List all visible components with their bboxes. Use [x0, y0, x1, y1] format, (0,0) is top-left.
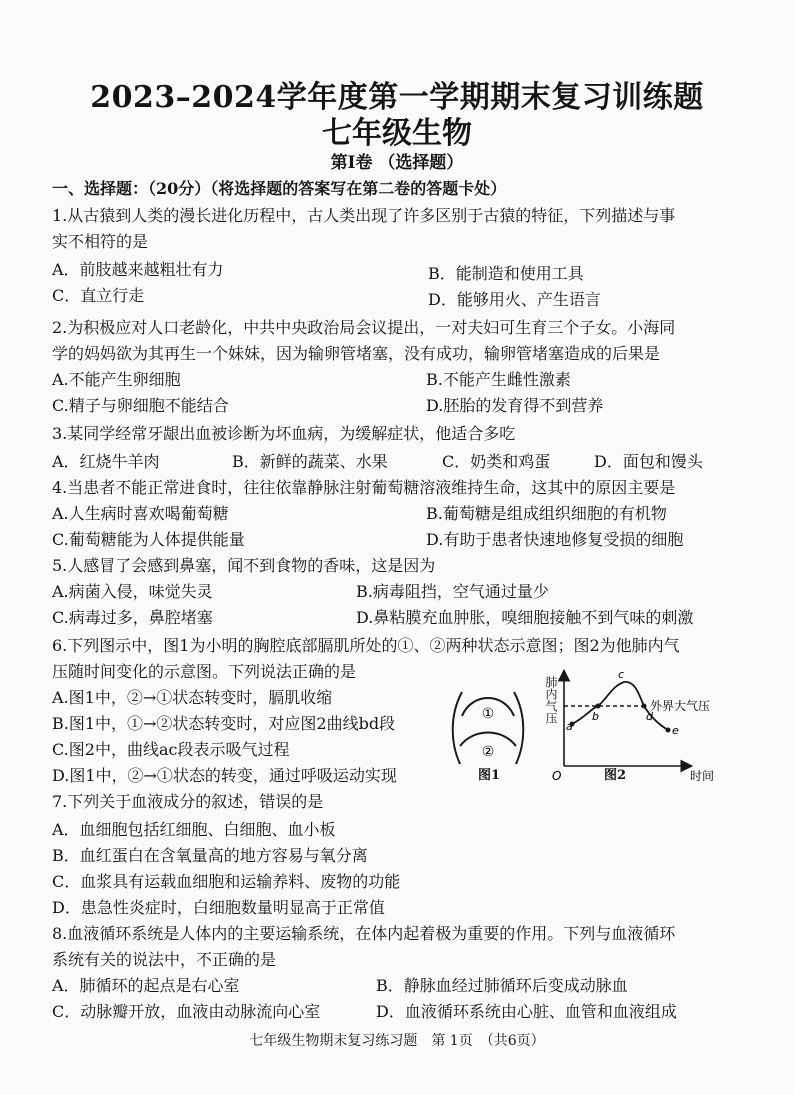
page-footer: 七年级生物期末复习练习题 第 1页 （共6页）	[249, 1033, 545, 1049]
q8-option-a: A．肺循环的起点是右心室	[52, 976, 240, 995]
q7-option-a: A．血细胞包括红细胞、白细胞、血小板	[52, 820, 336, 839]
q4-option-b: B.葡萄糖是组成组织细胞的有机物	[426, 504, 667, 523]
point-b-label: b	[592, 710, 599, 723]
rib-left-line	[453, 692, 462, 764]
q1-stem-line1: 1.从古猿到人类的漫长进化历程中，古人类出现了许多区别于古猿的特征，下列描述与事	[52, 206, 676, 225]
q7-option-b: B．血红蛋白在含氧量高的地方容易与氧分离	[52, 846, 368, 865]
point-c-label: c	[618, 668, 625, 681]
rib-right-line	[514, 692, 523, 764]
q1-option-c: C．直立行走	[52, 286, 145, 305]
q6-option-a: A.图1中，②→①状态转变时，膈肌收缩	[52, 688, 333, 707]
q3-stem-line1: 3.某同学经常牙龈出血被诊断为坏血病，为缓解症状，他适合多吃	[52, 424, 516, 443]
q2-option-d: D.胚胎的发育得不到营养	[426, 396, 604, 415]
state-2-label: ②	[481, 744, 495, 760]
q8-stem-line1: 8.血液循环系统是人体内的主要运输系统，在体内起着极为重要的作用。下列与血液循环	[52, 924, 676, 943]
point-e-label: e	[672, 724, 679, 737]
figure-2-label: 图2	[604, 768, 627, 783]
point-a-label: a	[566, 720, 573, 733]
q6-option-c: C.图2中，曲线ac段表示吸气过程	[52, 740, 290, 759]
point-e-marker	[666, 728, 671, 733]
q6-option-b: B.图1中，①→②状态转变时，对应图2曲线bd段	[52, 714, 396, 733]
state-1-label: ①	[481, 706, 495, 722]
point-b-marker	[596, 704, 601, 709]
point-d-label: d	[646, 710, 653, 723]
q8-stem-line2: 系统有关的说法中，不正确的是	[52, 950, 277, 969]
q3-option-d: D．面包和馒头	[594, 452, 703, 471]
x-axis-label: 时间	[690, 769, 715, 783]
atmospheric-pressure-label: 外界大气压	[650, 699, 711, 713]
q1-option-d: D．能够用火、产生语言	[428, 290, 601, 309]
q4-option-c: C.葡萄糖能为人体提供能量	[52, 530, 245, 549]
q5-stem-line1: 5.人感冒了会感到鼻塞，闻不到食物的香味，这是因为	[52, 556, 436, 575]
q2-stem-line1: 2.为积极应对人口老龄化，中共中央政治局会议提出，一对夫妇可生育三个子女。小海同	[52, 318, 676, 337]
figure-1-label: 图1	[478, 768, 501, 783]
q4-option-d: D.有助于患者快速地修复受损的细胞	[426, 530, 684, 549]
q7-option-d: D．患急性炎症时，白细胞数量明显高于正常值	[52, 898, 385, 917]
exam-title: 2023–2024学年度第一学期期末复习训练题	[90, 80, 704, 115]
q8-option-c: C．动脉瓣开放，血液由动脉流向心室	[52, 1002, 321, 1021]
q2-stem-line2: 学的妈妈欲为其再生一个妹妹，因为输卵管堵塞，没有成功，输卵管堵塞造成的后果是	[52, 344, 661, 363]
volume-heading: 第Ⅰ卷 （选择题）	[330, 153, 464, 173]
q4-option-a: A.人生病时喜欢喝葡萄糖	[52, 504, 229, 523]
q5-option-d: D.鼻粘膜充血肿胀，嗅细胞接触不到气味的刺激	[356, 608, 694, 627]
q8-option-b: B．静脉血经过肺循环后变成动脉血	[376, 976, 628, 995]
q3-option-a: A．红烧牛羊肉	[52, 452, 160, 471]
q6-stem-line1: 6.下列图示中，图1为小明的胸腔底部膈肌所处的①、②两种状态示意图；图2为他肺内气	[52, 636, 680, 655]
q2-option-a: A.不能产生卵细胞	[52, 370, 181, 389]
q8-option-d: D．血液循环系统由心脏、血管和血液组成	[376, 1002, 677, 1021]
q1-option-a: A．前肢越来越粗壮有力	[52, 260, 224, 279]
origin-label: O	[552, 769, 562, 783]
q2-option-b: B.不能产生雌性激素	[426, 370, 571, 389]
q1-option-b: B．能制造和使用工具	[428, 264, 584, 283]
q3-option-c: C．奶类和鸡蛋	[442, 452, 551, 471]
q5-option-b: B.病毒阻挡，空气通过量少	[356, 582, 549, 601]
section-heading: 一、选择题：（20分）（将选择题的答案写在第二卷的答题卡处）	[52, 179, 507, 198]
q7-option-c: C．血浆具有运载血细胞和运输养料、废物的功能	[52, 872, 401, 891]
exam-subtitle: 七年级生物	[322, 116, 472, 151]
q5-option-a: A.病菌入侵，味觉失灵	[52, 582, 213, 601]
q4-stem-line1: 4.当患者不能正常进食时，往往依靠静脉注射葡萄糖溶液维持生命，这其中的原因主要是	[52, 478, 676, 497]
q6-stem-line2: 压随时间变化的示意图。下列说法正确的是	[52, 662, 357, 681]
fig2-y-axis-label: 肺内气压	[544, 676, 558, 724]
q1-stem-line2: 实不相符的是	[52, 232, 149, 251]
figure-2-pressure-graph	[540, 666, 740, 786]
q3-option-b: B．新鲜的蔬菜、水果	[232, 452, 388, 471]
q2-option-c: C.精子与卵细胞不能结合	[52, 396, 229, 415]
point-d-marker	[642, 704, 647, 709]
q5-option-c: C.病毒过多，鼻腔堵塞	[52, 608, 213, 627]
q7-stem-line1: 7.下列关于血液成分的叙述，错误的是	[52, 792, 324, 811]
q6-option-d: D.图1中，②→①状态的转变，通过呼吸运动实现	[52, 766, 397, 785]
